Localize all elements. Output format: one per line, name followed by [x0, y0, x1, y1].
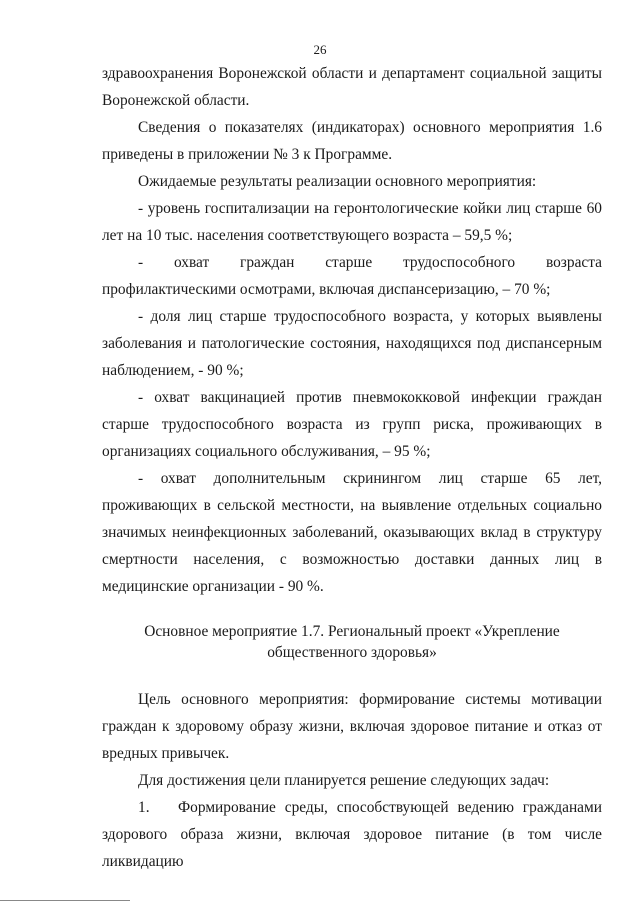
footnote-divider — [0, 900, 130, 901]
paragraph-continuation: здравоохранения Воронежской области и департамент социальной защиты Воронежской области. — [102, 65, 602, 109]
task-text: Формирование среды, способствующей ведению гражданами здорового образа жизни, включая здоровое питание (в том числе ликвидацию — [102, 799, 602, 870]
list-item-hospitalization: - уровень госпитализации на геронтологические койки лиц старше 60 лет на 10 тыс. населения соответствующего возраста – 59,5 %; — [102, 200, 602, 244]
paragraph-goal: Цель основного мероприятия: формирование системы мотивации граждан к здоровому образу жизни, включая здоровое питание и отказ от вредных привычек. — [102, 691, 602, 762]
list-item-checkups: - охват граждан старше трудоспособного возраста профилактическими осмотрами, включая диспансеризацию, – 70 %; — [102, 254, 602, 298]
section-heading: Основное мероприятие 1.7. Региональный проект «Укрепление общественного здоровья» — [144, 623, 560, 661]
paragraph-expected-results: Ожидаемые результаты реализации основного мероприятия: — [138, 173, 537, 190]
page-number: 26 — [313, 42, 327, 57]
paragraph-indicators-info: Сведения о показателях (индикаторах) основного мероприятия 1.6 приведены в приложении № 3 к Программе. — [102, 119, 602, 163]
task-item-1 — [102, 794, 602, 875]
list-item-dispensary: - доля лиц старше трудоспособного возраста, у которых выявлены заболевания и патологические состояния, находящихся под диспансерным наблюдением, - 90 %; — [102, 308, 602, 379]
list-item-screening: - охват дополнительным скринингом лиц старше 65 лет, проживающих в сельской местности, на выявление отдельных социально значимых неинфекционных заболеваний, оказывающих вклад в структуру смертности населения, с возможностью доставки данных лиц в медицинские организации - 90 %. — [102, 470, 602, 595]
document-body — [102, 60, 602, 875]
paragraph-tasks-intro: Для достижения цели планируется решение следующих задач: — [138, 772, 550, 789]
task-number: 1. — [138, 799, 150, 816]
list-item-vaccination: - охват вакцинацией против пневмококковой инфекции граждан старше трудоспособного возраста из групп риска, проживающих в организациях социального обслуживания, – 95 %; — [102, 389, 602, 460]
